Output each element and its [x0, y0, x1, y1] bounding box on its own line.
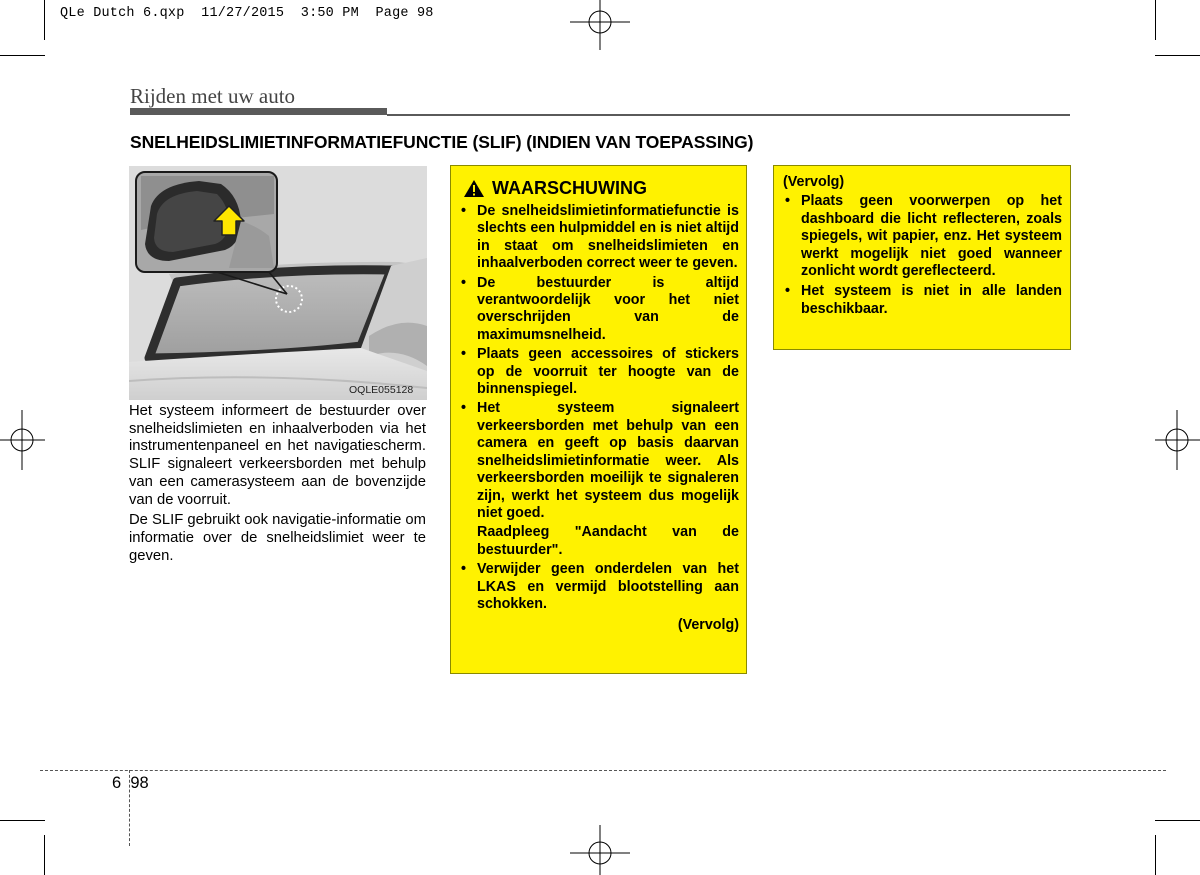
registration-mark-right: [1155, 410, 1200, 470]
figure-caption: OQLE055128: [349, 384, 414, 396]
section-rule-thin: [387, 114, 1070, 116]
warning-title-text: WAARSCHUWING: [492, 177, 647, 198]
footer-dashed-rule: [40, 770, 1166, 771]
section-title: Rijden met uw auto: [130, 84, 296, 108]
continuation-head: (Vervolg): [783, 174, 845, 190]
chapter-number: 6: [112, 774, 122, 792]
crop-mark-tl-h: [0, 55, 45, 56]
warning-item: • De bestuurder is altijd verantwoordelijk voor het niet overschrijden van de maximumsnelheid.: [459, 275, 739, 345]
warning-title: [463, 178, 647, 198]
registration-mark-left: [0, 410, 45, 470]
warning-list: [459, 203, 739, 635]
print-header-date: 11/27/2015: [201, 6, 285, 21]
warning-sub-paragraph: Raadpleeg "Aandacht van de bestuurder".: [477, 524, 739, 558]
crop-mark-bl-v: [44, 835, 45, 875]
crop-mark-br-v: [1155, 835, 1156, 875]
warning-continued-label: (Vervolg): [677, 617, 739, 634]
body-paragraph-2: De SLIF gebruikt ook navigatie-informatie om informatie over de snelheidslimiet weer te geven.: [129, 512, 426, 564]
body-paragraph-1: Het systeem informeert de bestuurder over snelheidslimieten en inhaalverboden via het instrumentenpaneel en het navigatiescherm. SLIF signaleert verkeersborden met behulp van een camerasysteem aan de bovenzijde van de voorruit.: [129, 403, 426, 508]
windshield-camera-illustration: [129, 166, 427, 400]
warning-item: • Plaats geen accessoires of stickers op de voorruit ter hoogte van de binnenspiegel.: [459, 346, 739, 398]
print-header-file: QLe Dutch 6.qxp: [60, 6, 185, 21]
warning-box: [450, 165, 747, 674]
print-header-time: 3:50 PM: [300, 6, 359, 21]
crop-mark-tr-v: [1155, 0, 1156, 40]
registration-mark-bottom: [570, 825, 630, 875]
crop-mark-bl-h: [0, 820, 45, 821]
crop-mark-tr-h: [1155, 55, 1200, 56]
section-rule-thick: [130, 108, 387, 115]
print-header: [60, 6, 434, 21]
crop-mark-br-h: [1155, 820, 1200, 821]
registration-mark-top: [570, 0, 630, 50]
continuation-box: [773, 165, 1071, 350]
print-header-page: Page 98: [375, 6, 434, 21]
page-number-value: 98: [130, 774, 149, 792]
body-text: [129, 403, 426, 568]
windshield-illustration-svg: [129, 166, 427, 400]
warning-triangle-icon: [463, 179, 485, 198]
continuation-item: • Plaats geen voorwerpen op het dashboard die licht reflecteren, zoals spiegels, wit papier, enz. Het systeem werkt mogelijk niet goed wanneer zonlicht wordt gereflecteerd.: [783, 193, 1062, 281]
warning-item: • De snelheidslimietinformatiefunctie is slechts een hulpmiddel en is niet altijd in staat om snelheidslimieten en inhaalverboden correct weer te geven.: [459, 203, 739, 273]
crop-mark-tl-v: [44, 0, 45, 40]
warning-item: • Verwijder geen onderdelen van het LKAS en vermijd blootstelling aan schokken.: [459, 561, 739, 613]
continuation-item: • Het systeem is niet in alle landen beschikbaar.: [783, 283, 1062, 318]
warning-item: • Het systeem signaleert verkeersborden met behulp van een camera en geeft op basis daarvan snelheidslimietinformatie weer. Als verkeersborden moeilijk te signaleren zijn, werkt het systeem dus mogelijk niet goed.: [459, 400, 739, 522]
continuation-list: [783, 193, 1062, 320]
page-number: [112, 774, 149, 793]
page-heading: SNELHEIDSLIMIETINFORMATIEFUNCTIE (SLIF) (INDIEN VAN TOEPASSING): [130, 132, 754, 152]
